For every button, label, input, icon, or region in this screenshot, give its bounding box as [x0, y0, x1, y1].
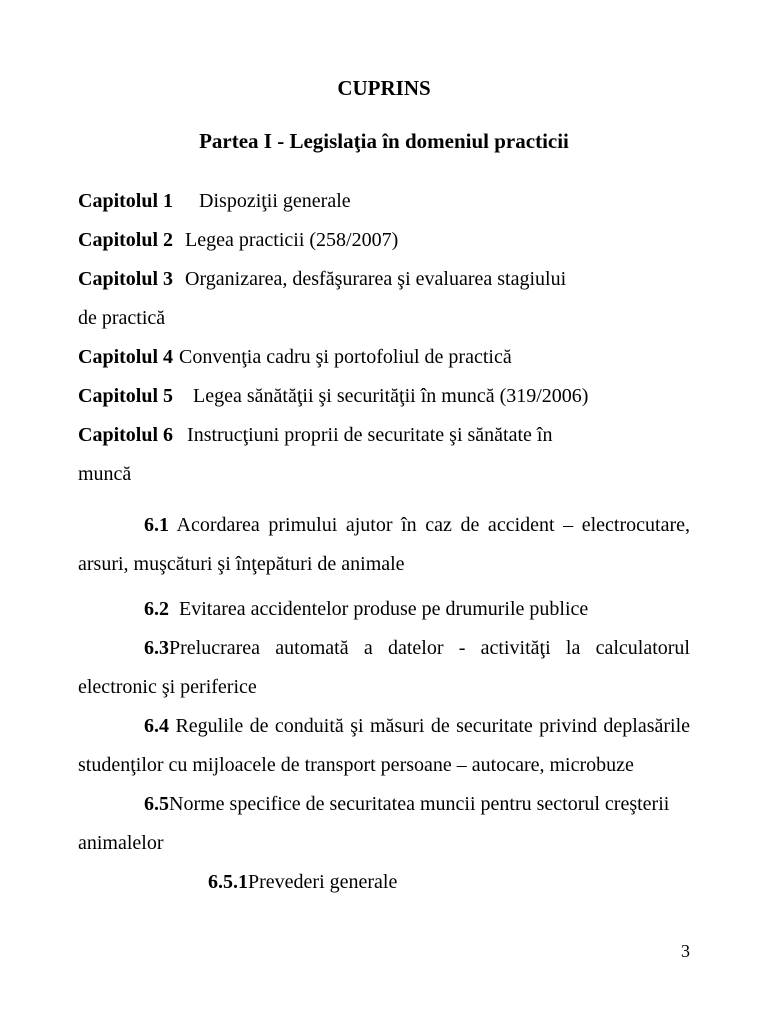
- chapter-title: Dispoziţii generale: [199, 190, 351, 212]
- page-title: CUPRINS: [337, 76, 431, 100]
- section-number: 6.3: [144, 637, 169, 659]
- toc-entry-chapter-4: [78, 338, 690, 377]
- chapter-number: Capitolul 1: [78, 190, 174, 212]
- chapter-number: Capitolul 4: [78, 346, 174, 368]
- toc-entry-chapter-6: [78, 416, 690, 494]
- section-title: Evitarea accidentelor produse pe drumurile publice: [179, 598, 589, 620]
- section-number: 6.5.1: [208, 871, 248, 893]
- page-number: 3: [681, 941, 690, 961]
- section-list: [78, 506, 690, 902]
- section-title: Regulile de conduită şi măsuri de securitate privind deplasările studenţilor cu mijloacele de transport persoane – autocare, microbuze: [78, 715, 691, 776]
- document-page: [78, 0, 690, 1024]
- chapter-number: Capitolul 5: [78, 385, 174, 407]
- chapter-number: Capitolul 6: [78, 424, 174, 446]
- section-title: Prelucrarea automată a datelor - activităţi la calculatorul electronic şi periferice: [78, 637, 690, 698]
- chapter-title: Instrucţiuni proprii de securitate şi sănătate în: [187, 424, 553, 446]
- chapter-title-continuation: muncă: [78, 463, 132, 485]
- chapter-title-continuation: de practică: [78, 307, 166, 329]
- chapter-title: Legea practicii (258/2007): [185, 229, 399, 251]
- section-title: Prevederi generale: [248, 871, 398, 893]
- part-heading: Partea I - Legislaţia în domeniul practicii: [199, 129, 569, 153]
- toc-entry-section-6-1: [78, 506, 690, 584]
- toc-entry-section-6-2: [78, 590, 690, 629]
- toc-entry-chapter-1: [78, 182, 690, 221]
- toc-entry-section-6-5-1: [78, 863, 690, 902]
- chapter-title: Legea sănătăţii şi securităţii în muncă (319/2006): [193, 385, 589, 407]
- toc-entry-section-6-4: [78, 707, 690, 785]
- toc-entry-chapter-3: [78, 260, 690, 338]
- toc-entry-section-6-5: [78, 785, 690, 863]
- chapter-title: Organizarea, desfăşurarea şi evaluarea stagiului: [185, 268, 567, 290]
- chapter-number: Capitolul 2: [78, 229, 174, 251]
- section-number: 6.5: [144, 793, 169, 815]
- chapter-list: [78, 182, 690, 494]
- toc-entry-chapter-2: [78, 221, 690, 260]
- section-title: Acordarea primului ajutor în caz de accident – electrocutare, arsuri, muşcături şi înţepături de animale: [78, 514, 690, 575]
- toc-entry-chapter-5: [78, 377, 690, 416]
- section-number: 6.2: [144, 598, 169, 620]
- section-title: Norme specifice de securitatea muncii pentru sectorul creşterii animalelor: [78, 793, 670, 854]
- toc-entry-section-6-3: [78, 629, 690, 707]
- section-number: 6.1: [144, 514, 169, 536]
- chapter-number: Capitolul 3: [78, 268, 174, 290]
- chapter-title: Convenţia cadru şi portofoliul de practică: [179, 346, 512, 368]
- section-number: 6.4: [144, 715, 169, 737]
